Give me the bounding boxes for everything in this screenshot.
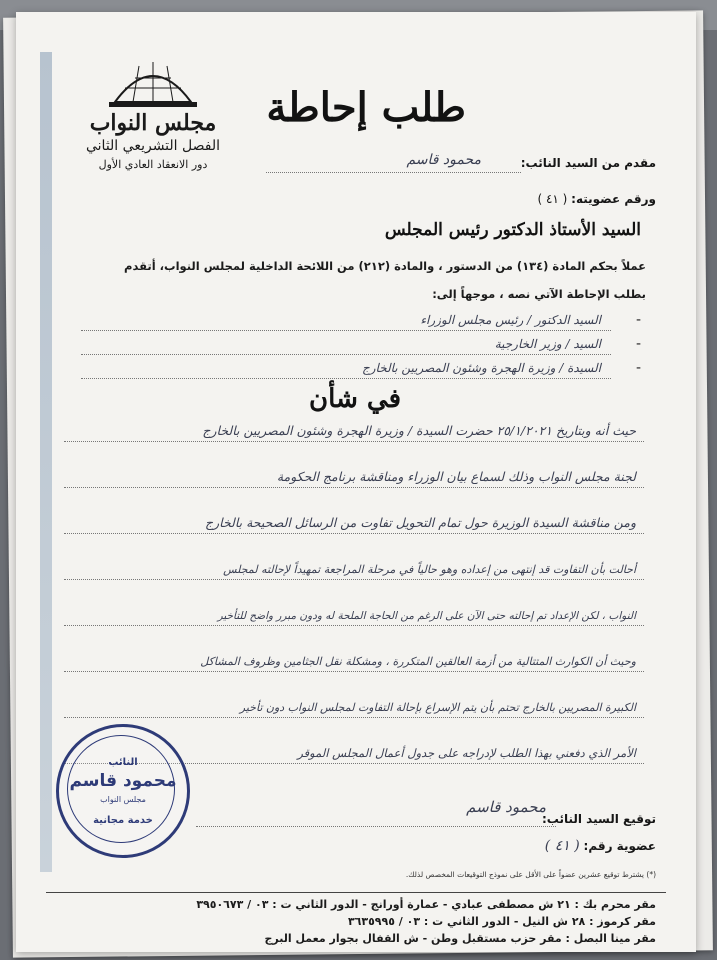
logo-session: دور الانعقاد العادي الأول (98, 158, 208, 171)
ruled-line (64, 717, 644, 718)
signature-value: محمود قاسم (466, 798, 546, 816)
membership-no-value: ( ٤١ ) (544, 838, 580, 854)
address-line: مقر مينا البصل : مقر حزب مستقبل وطن - ش القفال بجوار معمل البرج (264, 932, 656, 945)
presenter-line (266, 172, 521, 173)
intro-line-1: عملاً بحكم المادة (١٣٤) من الدستور ، والمادة (٢١٢) من اللائحة الداخلية لمجلس النواب، أتقدم (124, 259, 646, 273)
presenter-value: محمود قاسم (406, 152, 481, 168)
document-title: طلب إحاطة (266, 84, 466, 131)
body-line-text: الأمر الذي دفعني بهذا الطلب لإدراجه على جدول أعمال المجلس الموقر (297, 746, 636, 760)
recipient-text: السيد الدكتور / رئيس مجلس الوزراء (420, 313, 601, 327)
body-line (64, 544, 644, 580)
addressee: السيد الأستاذ الدكتور رئيس المجلس (384, 220, 641, 240)
recipient-text: السيد / وزير الخارجية (494, 337, 601, 351)
address-line: مقر كرموز : ٢٨ ش النيل - الدور الثاني ت : ٠٣ / ٣٦٣٥٩٩٥ (347, 915, 656, 928)
subject-heading: في شأن (309, 384, 401, 414)
membership-label: ورقم عضويته: (571, 192, 656, 206)
document-page (16, 12, 696, 952)
ruled-line (64, 441, 644, 442)
body-line-text: ومن مناقشة السيدة الوزيرة حول تمام التحويل تفاوت من الرسائل الصحيحة بالخارج (205, 515, 636, 530)
address-line: مقر محرم بك : ٢١ ش مصطفى عبادي - عمارة أورانج - الدور الثاني ت : ٠٣ / ٣٩٥٠٦٧٣ (196, 898, 656, 911)
signature-label: توقيع السيد النائب: (541, 812, 656, 826)
logo-term: الفصل التشريعي الثاني (85, 138, 220, 154)
body-line (64, 498, 644, 534)
parliament-logo (78, 58, 228, 208)
membership-no-label: عضوية رقم: (583, 839, 656, 853)
stamp-top-text: النائب (108, 757, 138, 768)
dome-icon (105, 58, 201, 108)
body-line-text: النواب ، لكن الإعداد تم إحالته حتى الآن على الرغم من الحاجة الملحة له ودون مبرر واضح للتأخير (217, 610, 636, 622)
bullet-icon: - (635, 360, 641, 376)
bullet-icon: - (635, 336, 641, 352)
ruled-line (64, 533, 644, 534)
official-stamp (56, 724, 190, 858)
presenter-label: مقدم من السيد النائب: (520, 156, 656, 170)
body-line-text: وحيث أن الكوارث المتتالية من أزمة العالقين المتكررة ، ومشكلة نقل الجثامين وظروف المشاكل (200, 655, 636, 668)
body-line (64, 590, 644, 626)
page-edge-strip (40, 52, 52, 872)
body-line (64, 682, 644, 718)
body-line (64, 452, 644, 488)
logo-name: مجلس النواب (89, 110, 217, 136)
recipient-row (81, 312, 641, 332)
membership-no-field (545, 838, 656, 854)
body-line-text: أحالت بأن التفاوت قد إنتهى من إعداده وهو حالياً في مرحلة المراجعة تمهيداً لإحالته لمجلس (223, 563, 636, 576)
footer-separator (46, 892, 666, 893)
ruled-line (64, 487, 644, 488)
ruled-line (64, 579, 644, 580)
body-line-text: لجنة مجلس النواب وذلك لسماع بيان الوزراء ومناقشة برنامج الحكومة (276, 469, 636, 484)
body-line-text: حيث أنه وبتاريخ ٢٥/١/٢٠٢١ حضرت السيدة / وزيرة الهجرة وشئون المصريين بالخارج (202, 423, 636, 438)
ruled-line (64, 671, 644, 672)
membership-value: ( ٤١ ) (537, 192, 568, 206)
recipient-row (81, 336, 641, 356)
signature-field (542, 812, 656, 826)
recipient-line (81, 330, 611, 331)
stamp-sub-text: مجلس النواب (100, 795, 146, 804)
stamp-name: محمود قاسم (69, 771, 177, 791)
stamp-bottom-text: خدمة مجانية (93, 815, 153, 826)
ruled-line (64, 625, 644, 626)
membership-field (537, 192, 656, 206)
recipient-line (81, 354, 611, 355)
bullet-icon: - (635, 312, 641, 328)
presenter-field (521, 156, 656, 170)
footnote: (*) يشترط توقيع عشرين عضواً على الأقل على نموذج التوقيعات المخصص لذلك. (405, 870, 656, 879)
recipient-text: السيدة / وزيرة الهجرة وشئون المصريين بالخارج (362, 361, 601, 375)
body-line-text: الكبيرة المصريين بالخارج تحتم بأن يتم الإسراع بإحالة التفاوت لمجلس النواب دون تأخير (239, 701, 636, 714)
body-line (64, 636, 644, 672)
body-line (64, 406, 644, 442)
signature-line (196, 826, 556, 827)
recipient-row (81, 360, 641, 380)
intro-line-2: بطلب الإحاطة الآتي نصه ، موجهاً إلى: (432, 287, 646, 301)
recipient-line (81, 378, 611, 379)
